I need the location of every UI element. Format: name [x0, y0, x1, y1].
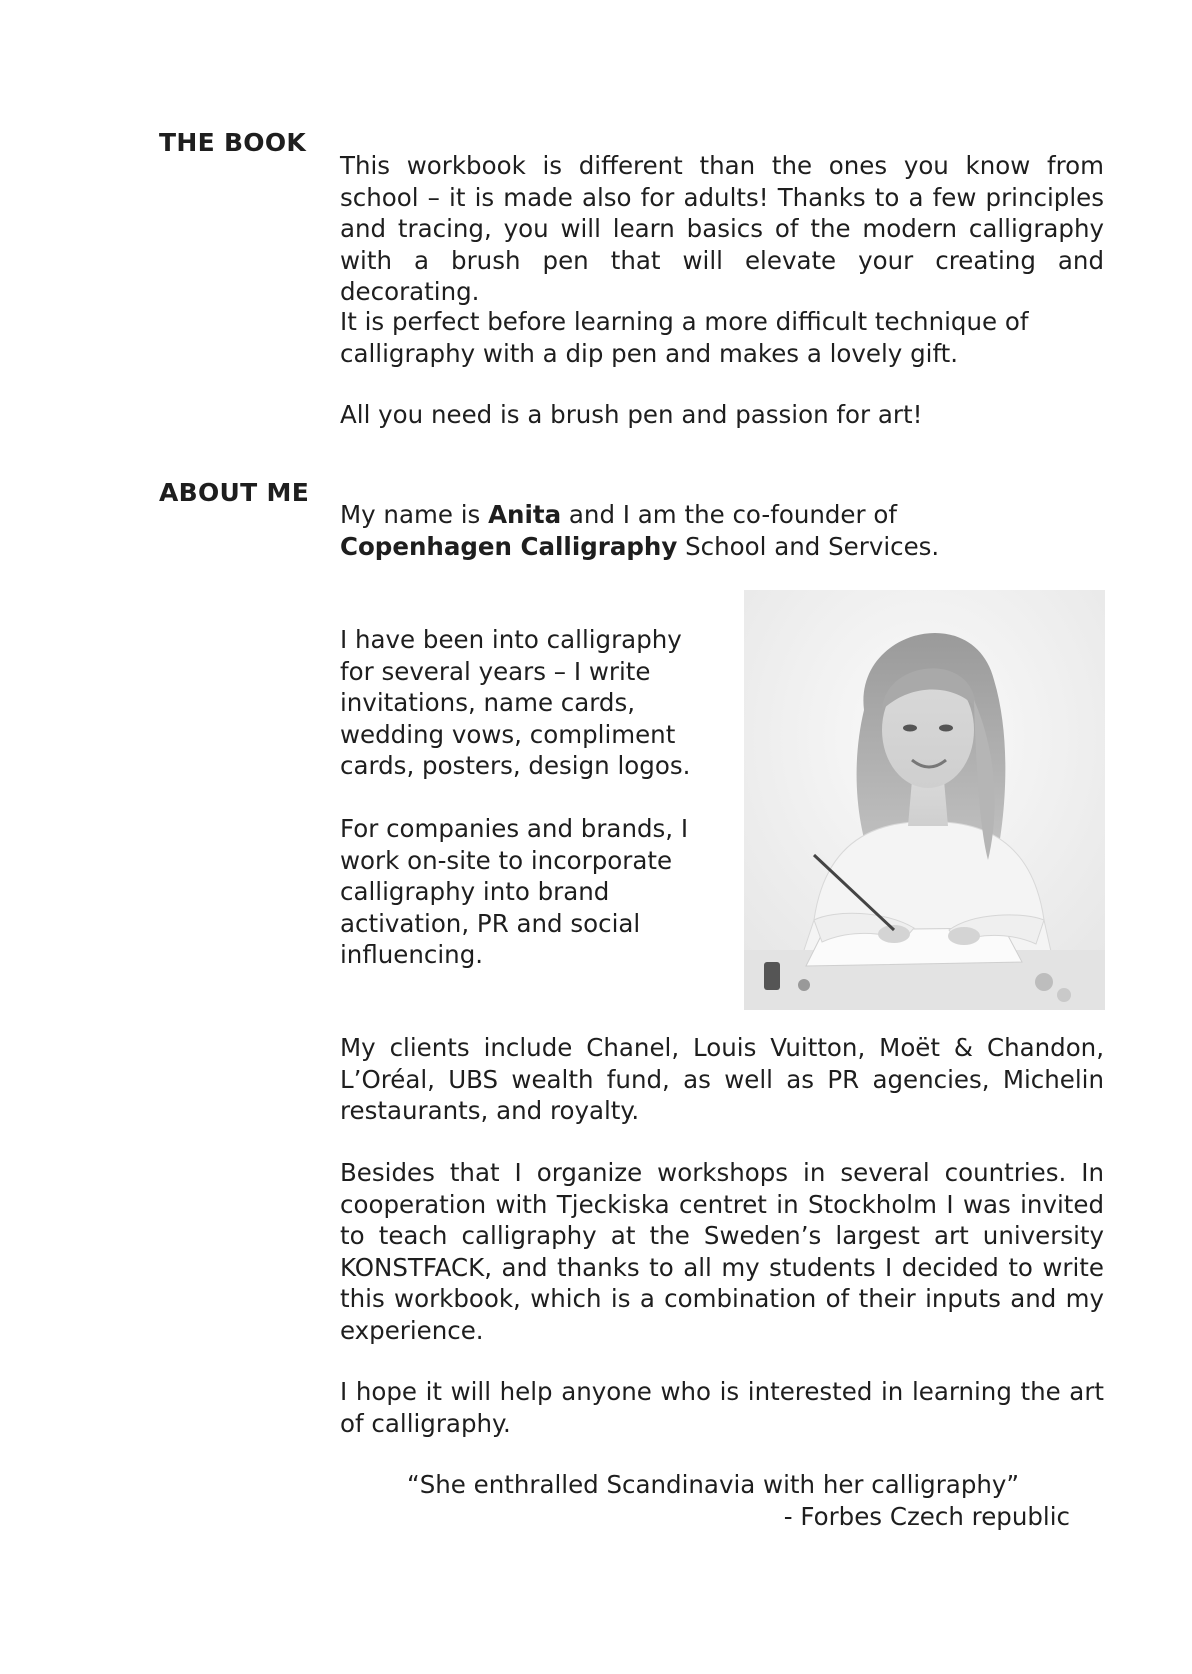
- about-intro-paragraph: [340, 499, 1104, 562]
- quote-source: - Forbes Czech republic: [783, 1501, 1070, 1531]
- about-hope-paragraph: I hope it will help anyone who is interested in learning the art of calligraphy.: [340, 1377, 1104, 1438]
- about-clients-paragraph: My clients include Chanel, Louis Vuitton, Moët & Chandon, L’Oréal, UBS wealth fund, as well as PR agencies, Michelin restaurants, and royalty.: [340, 1033, 1104, 1125]
- book-paragraph-2: It is perfect before learning a more difficult technique of calligraphy with a dip pen and makes a lovely gift.: [340, 307, 1029, 368]
- intro-text-2: and I am the co-founder of: [561, 500, 897, 529]
- book-paragraph-3: All you need is a brush pen and passion for art!: [340, 400, 923, 429]
- the-book-heading: THE BOOK: [159, 128, 307, 157]
- about-workshops-paragraph: Besides that I organize workshops in several countries. In cooperation with Tjeckiska centret in Stockholm I was invited to teach calligraphy at the Sweden’s largest art university KONSTFACK, and thanks to all my students I decided to write this workbook, which is a combination of their inputs and my experience.: [340, 1158, 1104, 1345]
- author-portrait-photo: [744, 590, 1105, 1010]
- author-portrait-illustration: [744, 590, 1105, 1010]
- company-name: Copenhagen Calligraphy: [340, 531, 678, 561]
- author-name: Anita: [488, 500, 562, 529]
- about-years-paragraph: I have been into calligraphy for several years – I write invitations, name cards, wedding vows, compliment cards, posters, design logos.: [340, 625, 691, 780]
- forbes-quote: [340, 1469, 1104, 1532]
- about-me-heading: ABOUT ME: [159, 478, 310, 507]
- quote-text: “She enthralled Scandinavia with her calligraphy”: [407, 1470, 1020, 1499]
- about-brands-paragraph: For companies and brands, I work on-site to incorporate calligraphy into brand activation, PR and social influencing.: [340, 814, 689, 969]
- book-paragraph-1: This workbook is different than the ones you know from school – it is made also for adults! Thanks to a few principles and tracing, you will learn basics of the modern calligraphy with a brush pen that will elevate your creating and decorating.: [340, 151, 1104, 306]
- intro-text-1: My name is: [340, 500, 489, 529]
- intro-text-3: School and Services.: [677, 531, 940, 561]
